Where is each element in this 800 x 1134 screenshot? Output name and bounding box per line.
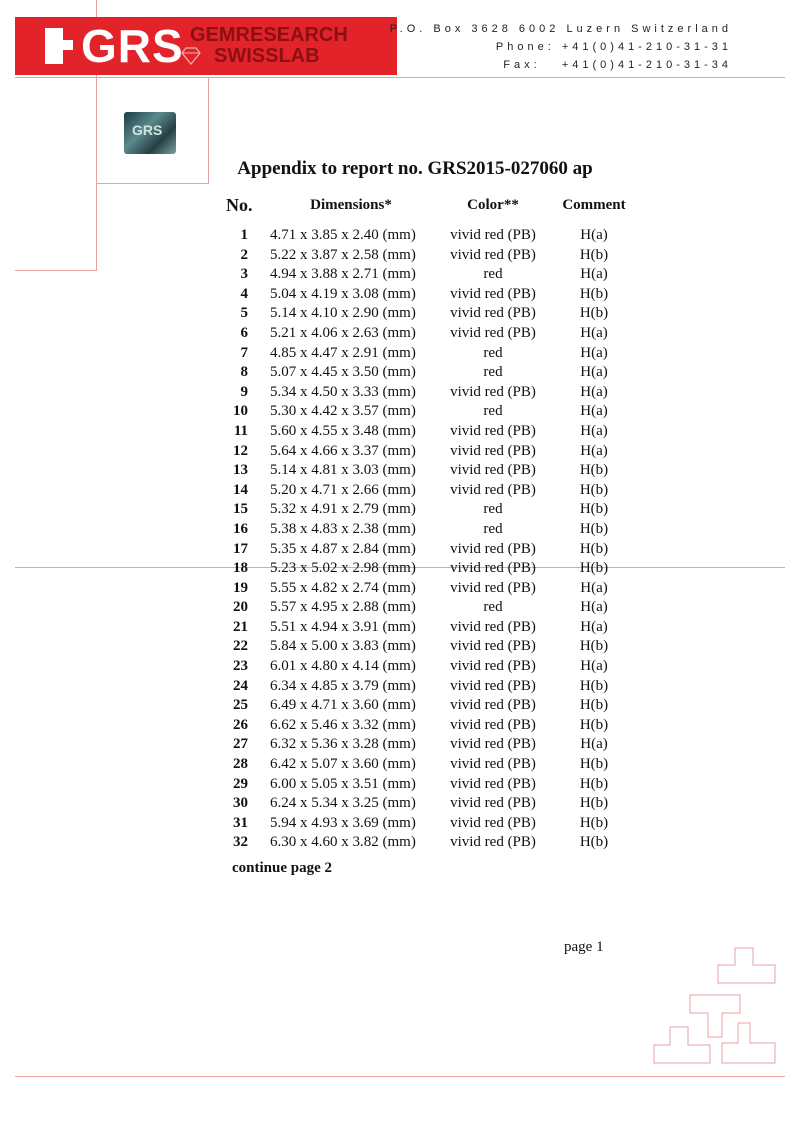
row-comment: H(b) (579, 501, 609, 518)
row-comment: H(b) (579, 775, 609, 792)
row-color: red (483, 599, 503, 616)
row-dimensions: 6.34 x 4.85 x 3.79 (mm) (270, 677, 416, 694)
row-comment: H(b) (579, 756, 609, 773)
row-comment: H(a) (580, 364, 608, 381)
row-color: vivid red (PB) (450, 795, 536, 812)
bottom-rule-line (15, 1076, 785, 1077)
row-color: red (483, 403, 503, 420)
row-dimensions: 5.84 x 5.00 x 3.83 (mm) (270, 638, 416, 655)
row-number: 5 (240, 305, 248, 322)
row-color: vivid red (PB) (450, 462, 536, 479)
table-row (222, 833, 634, 853)
table-row (222, 344, 634, 364)
row-comment: H(b) (579, 285, 609, 302)
table-row (222, 402, 634, 422)
top-rule-line (15, 77, 785, 78)
row-color: vivid red (PB) (450, 814, 536, 831)
table-row (222, 657, 634, 677)
table-row (222, 775, 634, 795)
row-number: 13 (233, 462, 248, 479)
row-dimensions: 5.23 x 5.02 x 2.98 (mm) (270, 560, 416, 577)
row-dimensions: 6.49 x 4.71 x 3.60 (mm) (270, 697, 416, 714)
row-number: 12 (233, 442, 248, 459)
row-color: vivid red (PB) (450, 677, 536, 694)
row-comment: H(a) (580, 736, 608, 753)
row-color: vivid red (PB) (450, 716, 536, 733)
row-color: vivid red (PB) (450, 285, 536, 302)
table-row (222, 637, 634, 657)
table-row (222, 500, 634, 520)
lab-name (190, 25, 348, 67)
box-rule-bottom (96, 183, 209, 184)
table-row (222, 246, 634, 266)
row-color: vivid red (PB) (450, 481, 536, 498)
row-color: vivid red (PB) (450, 246, 536, 263)
row-dimensions: 6.00 x 5.05 x 3.51 (mm) (270, 775, 416, 792)
row-number: 23 (233, 658, 248, 675)
row-dimensions: 6.24 x 5.34 x 3.25 (mm) (270, 795, 416, 812)
row-dimensions: 5.04 x 4.19 x 3.08 (mm) (270, 285, 416, 302)
table-row (222, 540, 634, 560)
row-color: vivid red (PB) (450, 697, 536, 714)
row-dimensions: 6.62 x 5.46 x 3.32 (mm) (270, 716, 416, 733)
row-number: 27 (233, 736, 248, 753)
row-number: 29 (233, 775, 248, 792)
row-dimensions: 5.38 x 4.83 x 2.38 (mm) (270, 520, 416, 537)
table-row (222, 598, 634, 618)
row-comment: H(b) (579, 305, 609, 322)
row-color: vivid red (PB) (450, 775, 536, 792)
row-number: 28 (233, 756, 248, 773)
column-header-color: Color** (467, 196, 519, 213)
row-number: 8 (240, 364, 248, 381)
row-number: 3 (240, 266, 248, 283)
table-row (222, 520, 634, 540)
row-color: vivid red (PB) (450, 638, 536, 655)
row-number: 24 (233, 677, 248, 694)
row-comment: H(a) (580, 658, 608, 675)
row-dimensions: 5.55 x 4.82 x 2.74 (mm) (270, 579, 416, 596)
row-comment: H(a) (580, 442, 608, 459)
table-row (222, 265, 634, 285)
table-row (222, 422, 634, 442)
lab-name-line1: GEMRESEARCH (190, 24, 348, 46)
table-row (222, 814, 634, 834)
table-row (222, 579, 634, 599)
address-line: P.O. Box 3628 6002 Luzern Switzerland (389, 23, 732, 35)
row-number: 31 (233, 814, 248, 831)
row-color: red (483, 266, 503, 283)
row-dimensions: 5.14 x 4.10 x 2.90 (mm) (270, 305, 416, 322)
row-number: 6 (240, 324, 248, 341)
row-number: 15 (233, 501, 248, 518)
table-row (222, 324, 634, 344)
row-comment: H(b) (579, 481, 609, 498)
row-color: vivid red (PB) (450, 422, 536, 439)
table-row (222, 755, 634, 775)
table-row (222, 304, 634, 324)
table-row (222, 677, 634, 697)
table-row (222, 363, 634, 383)
page-number: page 1 (564, 939, 604, 955)
row-dimensions: 6.32 x 5.36 x 3.28 (mm) (270, 736, 416, 753)
row-color: red (483, 344, 503, 361)
row-comment: H(b) (579, 246, 609, 263)
table-row (222, 618, 634, 638)
table-row (222, 794, 634, 814)
row-number: 20 (233, 599, 248, 616)
row-number: 14 (233, 481, 248, 498)
row-color: vivid red (PB) (450, 736, 536, 753)
row-number: 2 (240, 246, 248, 263)
row-color: vivid red (PB) (450, 618, 536, 635)
row-comment: H(a) (580, 227, 608, 243)
column-header-comment: Comment (562, 196, 626, 213)
row-comment: H(a) (580, 344, 608, 361)
row-dimensions: 5.22 x 3.87 x 2.58 (mm) (270, 246, 416, 263)
table-row (222, 220, 634, 246)
table-row (222, 383, 634, 403)
row-comment: H(b) (579, 677, 609, 694)
row-number: 11 (233, 422, 248, 439)
row-comment: H(b) (579, 462, 609, 479)
table-row (222, 285, 634, 305)
row-comment: H(a) (580, 599, 608, 616)
row-comment: H(b) (579, 834, 609, 851)
continue-note: continue page 2 (232, 860, 333, 876)
row-color: vivid red (PB) (450, 540, 536, 557)
row-color: vivid red (PB) (450, 756, 536, 773)
row-dimensions: 5.07 x 4.45 x 3.50 (mm) (270, 364, 416, 381)
row-comment: H(a) (580, 266, 608, 283)
row-color: vivid red (PB) (450, 227, 536, 243)
row-color: vivid red (PB) (450, 324, 536, 341)
row-dimensions: 6.42 x 5.07 x 3.60 (mm) (270, 756, 416, 773)
row-comment: H(b) (579, 520, 609, 537)
row-color: vivid red (PB) (450, 834, 536, 851)
table-row (222, 696, 634, 716)
row-comment: H(a) (580, 403, 608, 420)
row-number: 26 (233, 716, 248, 733)
row-dimensions: 4.71 x 3.85 x 2.40 (mm) (270, 227, 416, 243)
row-dimensions: 5.20 x 4.71 x 2.66 (mm) (270, 481, 416, 498)
row-number: 1 (240, 227, 248, 243)
row-number: 25 (233, 697, 248, 714)
page-title: Appendix to report no. GRS2015-027060 ap (237, 158, 593, 179)
row-color: vivid red (PB) (450, 383, 536, 400)
grs-logo (45, 20, 184, 72)
row-comment: H(b) (579, 560, 609, 577)
row-comment: H(b) (579, 814, 609, 831)
row-dimensions: 5.34 x 4.50 x 3.33 (mm) (270, 383, 416, 400)
row-dimensions: 6.01 x 4.80 x 4.14 (mm) (270, 658, 416, 675)
row-number: 32 (233, 834, 248, 851)
row-number: 30 (233, 795, 248, 812)
row-color: red (483, 501, 503, 518)
row-color: vivid red (PB) (450, 579, 536, 596)
row-comment: H(b) (579, 638, 609, 655)
lab-address-block (390, 20, 732, 74)
row-dimensions: 5.94 x 4.93 x 3.69 (mm) (270, 814, 416, 831)
row-dimensions: 5.32 x 4.91 x 2.79 (mm) (270, 501, 416, 518)
row-comment: H(b) (579, 540, 609, 557)
left-short-rule (15, 270, 97, 271)
table-header-row (222, 190, 634, 220)
hologram-text: GRS (132, 122, 163, 138)
row-comment: H(a) (580, 618, 608, 635)
row-dimensions: 5.21 x 4.06 x 2.63 (mm) (270, 324, 416, 341)
row-number: 17 (233, 540, 248, 557)
row-color: red (483, 364, 503, 381)
row-number: 22 (233, 638, 248, 655)
table-row (222, 716, 634, 736)
row-comment: H(a) (580, 324, 608, 341)
fax-line: Fax: +41(0)41-210-31-34 (503, 59, 732, 71)
row-dimensions: 5.64 x 4.66 x 3.37 (mm) (270, 442, 416, 459)
row-comment: H(b) (579, 795, 609, 812)
grs-logo-text: GRS (81, 20, 184, 72)
phone-line: Phone: +41(0)41-210-31-31 (495, 41, 732, 53)
row-number: 9 (240, 383, 248, 400)
row-comment: H(a) (580, 383, 608, 400)
row-comment: H(b) (579, 697, 609, 714)
lab-name-line2: SWISSLAB (214, 45, 320, 67)
table-row (222, 559, 634, 579)
row-dimensions: 5.57 x 4.95 x 2.88 (mm) (270, 599, 416, 616)
row-number: 18 (233, 560, 248, 577)
row-dimensions: 4.85 x 4.47 x 2.91 (mm) (270, 344, 416, 361)
logo-banner (15, 17, 397, 75)
row-color: vivid red (PB) (450, 442, 536, 459)
row-dimensions: 5.14 x 4.81 x 3.03 (mm) (270, 462, 416, 479)
row-dimensions: 5.60 x 4.55 x 3.48 (mm) (270, 422, 416, 439)
column-header-dimensions: Dimensions* (310, 196, 392, 213)
row-dimensions: 5.35 x 4.87 x 2.84 (mm) (270, 540, 416, 557)
row-dimensions: 4.94 x 3.88 x 2.71 (mm) (270, 266, 416, 283)
table-row (222, 442, 634, 462)
row-comment: H(b) (579, 716, 609, 733)
stones-table (222, 190, 634, 853)
row-number: 16 (233, 520, 248, 537)
column-header-no: No. (226, 194, 253, 215)
row-number: 21 (233, 618, 248, 635)
table-row (222, 481, 634, 501)
grs-logo-mark-icon (45, 28, 63, 64)
row-color: vivid red (PB) (450, 560, 536, 577)
row-comment: H(a) (580, 579, 608, 596)
table-row (222, 735, 634, 755)
row-color: red (483, 520, 503, 537)
row-dimensions: 6.30 x 4.60 x 3.82 (mm) (270, 834, 416, 851)
grs-watermark-icon (650, 945, 785, 1070)
row-color: vivid red (PB) (450, 305, 536, 322)
row-number: 7 (240, 344, 248, 361)
hologram-seal (124, 112, 176, 154)
row-color: vivid red (PB) (450, 658, 536, 675)
row-number: 19 (233, 579, 248, 596)
row-comment: H(a) (580, 422, 608, 439)
row-number: 4 (240, 285, 248, 302)
row-dimensions: 5.30 x 4.42 x 3.57 (mm) (270, 403, 416, 420)
table-row (222, 461, 634, 481)
row-dimensions: 5.51 x 4.94 x 3.91 (mm) (270, 618, 416, 635)
row-number: 10 (233, 403, 248, 420)
